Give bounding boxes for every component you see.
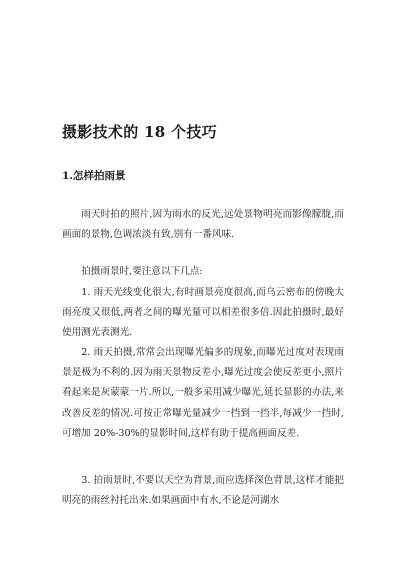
section-heading: 1.怎样拍雨景 xyxy=(62,170,126,182)
intro-paragraph: 雨天时拍的照片,因为雨水的反光,远处景物明亮而影像朦胧,而画面的景物,色调浓淡有致,别有一番风味. xyxy=(62,209,344,241)
list-item-3: 3. 拍雨景时,不要以天空为背景,而应选择深色背景,这样才能把明亮的雨丝衬托出来.如果画面中有水,不论是河湖水 xyxy=(62,475,344,507)
page-title: 摄影技术的 18 个技巧 xyxy=(62,123,217,141)
list-item-1: 1. 雨天光线变化很大,有时画景亮度很高,而乌云密布的傍晚大雨亮度又很低,两者之间的曝光量可以相差很多倍.因此拍摄时,最好使用测光表测光. xyxy=(62,287,344,339)
lead-paragraph: 拍摄雨景时,要注意以下几点: xyxy=(81,266,203,277)
list-item-2: 2. 雨天拍摄,常常会出现曝光偏多的现象,而曝光过度对表现雨景是极为不利的.因为雨天景物反差小,曝光过度会使反差更小,照片看起来是灰蒙蒙一片.所以,一般多采用减少曝光,延长显影的办法,来改善反差的情况.可按正常曝光量减少一挡到一挡半,每减少一挡时,可增加 20%-30%的显影时间,这样有助于提高画面反差. xyxy=(62,347,344,439)
